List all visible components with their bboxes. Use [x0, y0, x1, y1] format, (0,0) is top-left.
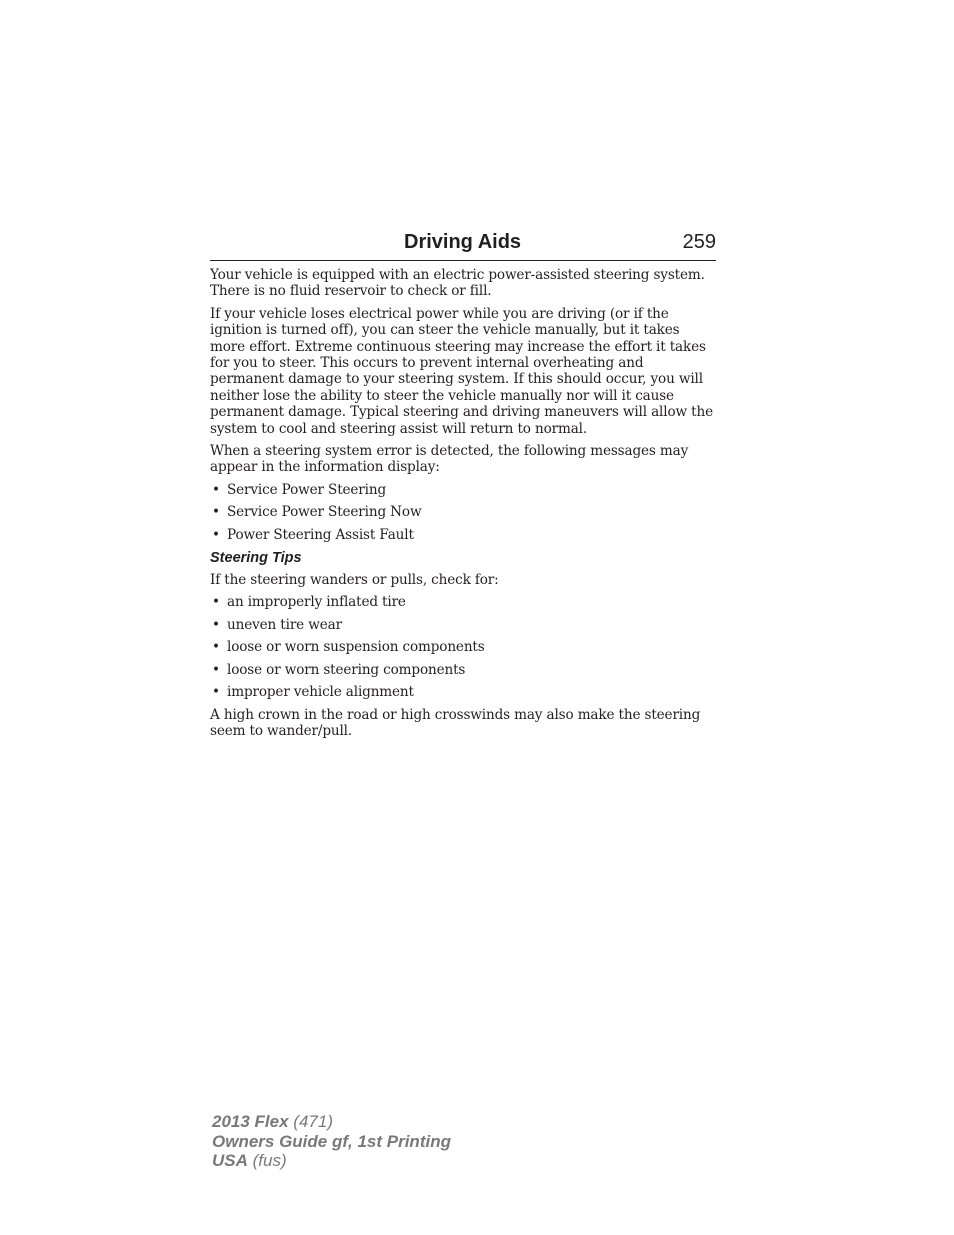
footer-line-region — [212, 1151, 451, 1171]
footer-line-guide — [212, 1132, 451, 1152]
bullet-icon: • — [212, 684, 220, 701]
tips-intro-paragraph: If the steering wanders or pulls, check for: — [210, 571, 499, 588]
footer-region: USA — [212, 1151, 248, 1170]
bullet-icon: • — [212, 504, 220, 521]
tips-list — [210, 594, 716, 701]
closing-paragraph: A high crown in the road or high crosswinds may also make the steering seem to wander/pull. — [210, 707, 701, 740]
footer-guide: Owners Guide gf, 1st Printing — [212, 1131, 451, 1151]
list-item: • Service Power Steering Now — [212, 504, 422, 521]
page-number: 259 — [682, 231, 716, 253]
error-intro-paragraph: When a steering system error is detected, the following messages may appear in the information display: — [210, 443, 689, 476]
bullet-icon: • — [212, 594, 220, 611]
page-footer — [212, 1112, 451, 1171]
bullet-icon: • — [212, 527, 220, 544]
page-body — [210, 267, 716, 746]
message-list — [210, 482, 716, 544]
list-item: • Power Steering Assist Fault — [212, 527, 414, 544]
bullet-icon: • — [212, 616, 220, 633]
footer-model: 2013 Flex — [212, 1112, 289, 1131]
list-item: • improper vehicle alignment — [212, 684, 414, 701]
section-title: Driving Aids — [404, 231, 522, 253]
bullet-icon: • — [212, 661, 220, 678]
page-header — [210, 228, 716, 261]
footer-model-code: (471) — [293, 1112, 333, 1131]
list-item: • Service Power Steering — [212, 481, 387, 498]
footer-region-code: (fus) — [252, 1151, 287, 1170]
list-item: • an improperly inflated tire — [212, 594, 406, 611]
list-item: • loose or worn suspension components — [212, 639, 485, 656]
bullet-icon: • — [212, 481, 220, 498]
list-item: • loose or worn steering components — [212, 661, 466, 678]
footer-line-model — [212, 1112, 451, 1132]
bullet-icon: • — [212, 639, 220, 656]
steering-tips-heading: Steering Tips — [210, 549, 302, 566]
power-loss-paragraph: If your vehicle loses electrical power while you are driving (or if the ignition is turned off), you can steer the vehicle manually, but it takes more effort. Extreme continuous steering may increase the effort it takes for you to steer. This occurs to prevent internal overheating and permanent damage to your steering system. If this should occur, you will neither lose the ability to steer the vehicle manually nor will it cause permanent damage. Typical steering and driving maneuvers will allow the system to cool and steering assist will return to normal. — [210, 305, 713, 437]
list-item: • uneven tire wear — [212, 616, 342, 633]
intro-paragraph: Your vehicle is equipped with an electric power-assisted steering system. There is no fluid reservoir to check or fill. — [210, 267, 705, 300]
